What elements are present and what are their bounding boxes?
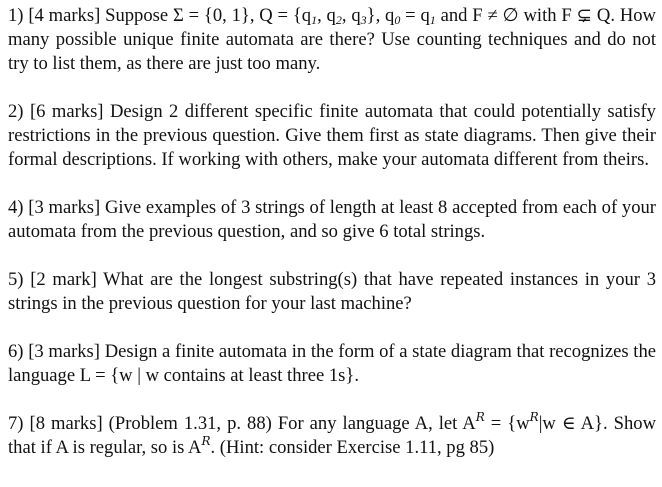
question-6-number: 6) (8, 341, 24, 362)
question-1-number: 1) (8, 5, 24, 26)
question-7 (8, 412, 656, 460)
question-5-number: 5) (8, 269, 24, 290)
question-6-marks: [3 marks] (28, 341, 100, 362)
question-2 (8, 100, 656, 172)
question-1-marks: [4 marks] (28, 5, 101, 26)
question-7-text: 7) [8 marks] (Problem 1.31, p. 88) For any language A, let $A^R = \{w^R|w$ ∈ A}. Show that if A is regular, so is $A^R$. (Hint: consider Exercise 1.11, pg 85) (8, 410, 656, 458)
question-6-text: 6) [3 marks] Design a finite automata in the form of a state diagram that recognizes the language L = {w | w contains at least three 1s}. (8, 341, 656, 386)
question-1-text: 1) [4 marks] Suppose Σ = {0, 1}, $Q = \{q_1$, $q_2$, $q_3$}, $q_0 = q_1$ and F ≠ ∅ with F ⊊ Q. How many possible unique finite automata are there? Use counting techniques and do not try to list them, as there are just too many. (8, 5, 656, 74)
question-5 (8, 268, 656, 316)
question-2-marks: [6 marks] (29, 101, 104, 122)
question-7-marks: [8 marks] (29, 413, 103, 434)
question-5-text: 5) [2 mark] What are the longest substring(s) that have repeated instances in your 3 strings in the previous question for your last machine? (8, 269, 656, 314)
question-2-text: 2) [6 marks] Design 2 different specific finite automata that could potentially satisfy restrictions in the previous question. Give them first as state diagrams. Then give their formal descriptions. If working with others, make your automata different from theirs. (8, 101, 656, 170)
question-4 (8, 196, 656, 244)
question-1 (8, 4, 656, 76)
question-4-marks: [3 marks] (28, 197, 101, 218)
question-4-text: 4) [3 marks] Give examples of 3 strings of length at least 8 accepted from each of your automata from the previous question, and so give 6 total strings. (8, 197, 656, 242)
question-7-number: 7) (8, 413, 24, 434)
question-6 (8, 340, 656, 388)
question-5-marks: [2 mark] (30, 269, 97, 290)
question-4-number: 4) (8, 197, 24, 218)
assignment-page (8, 4, 656, 484)
question-2-number: 2) (8, 101, 24, 122)
